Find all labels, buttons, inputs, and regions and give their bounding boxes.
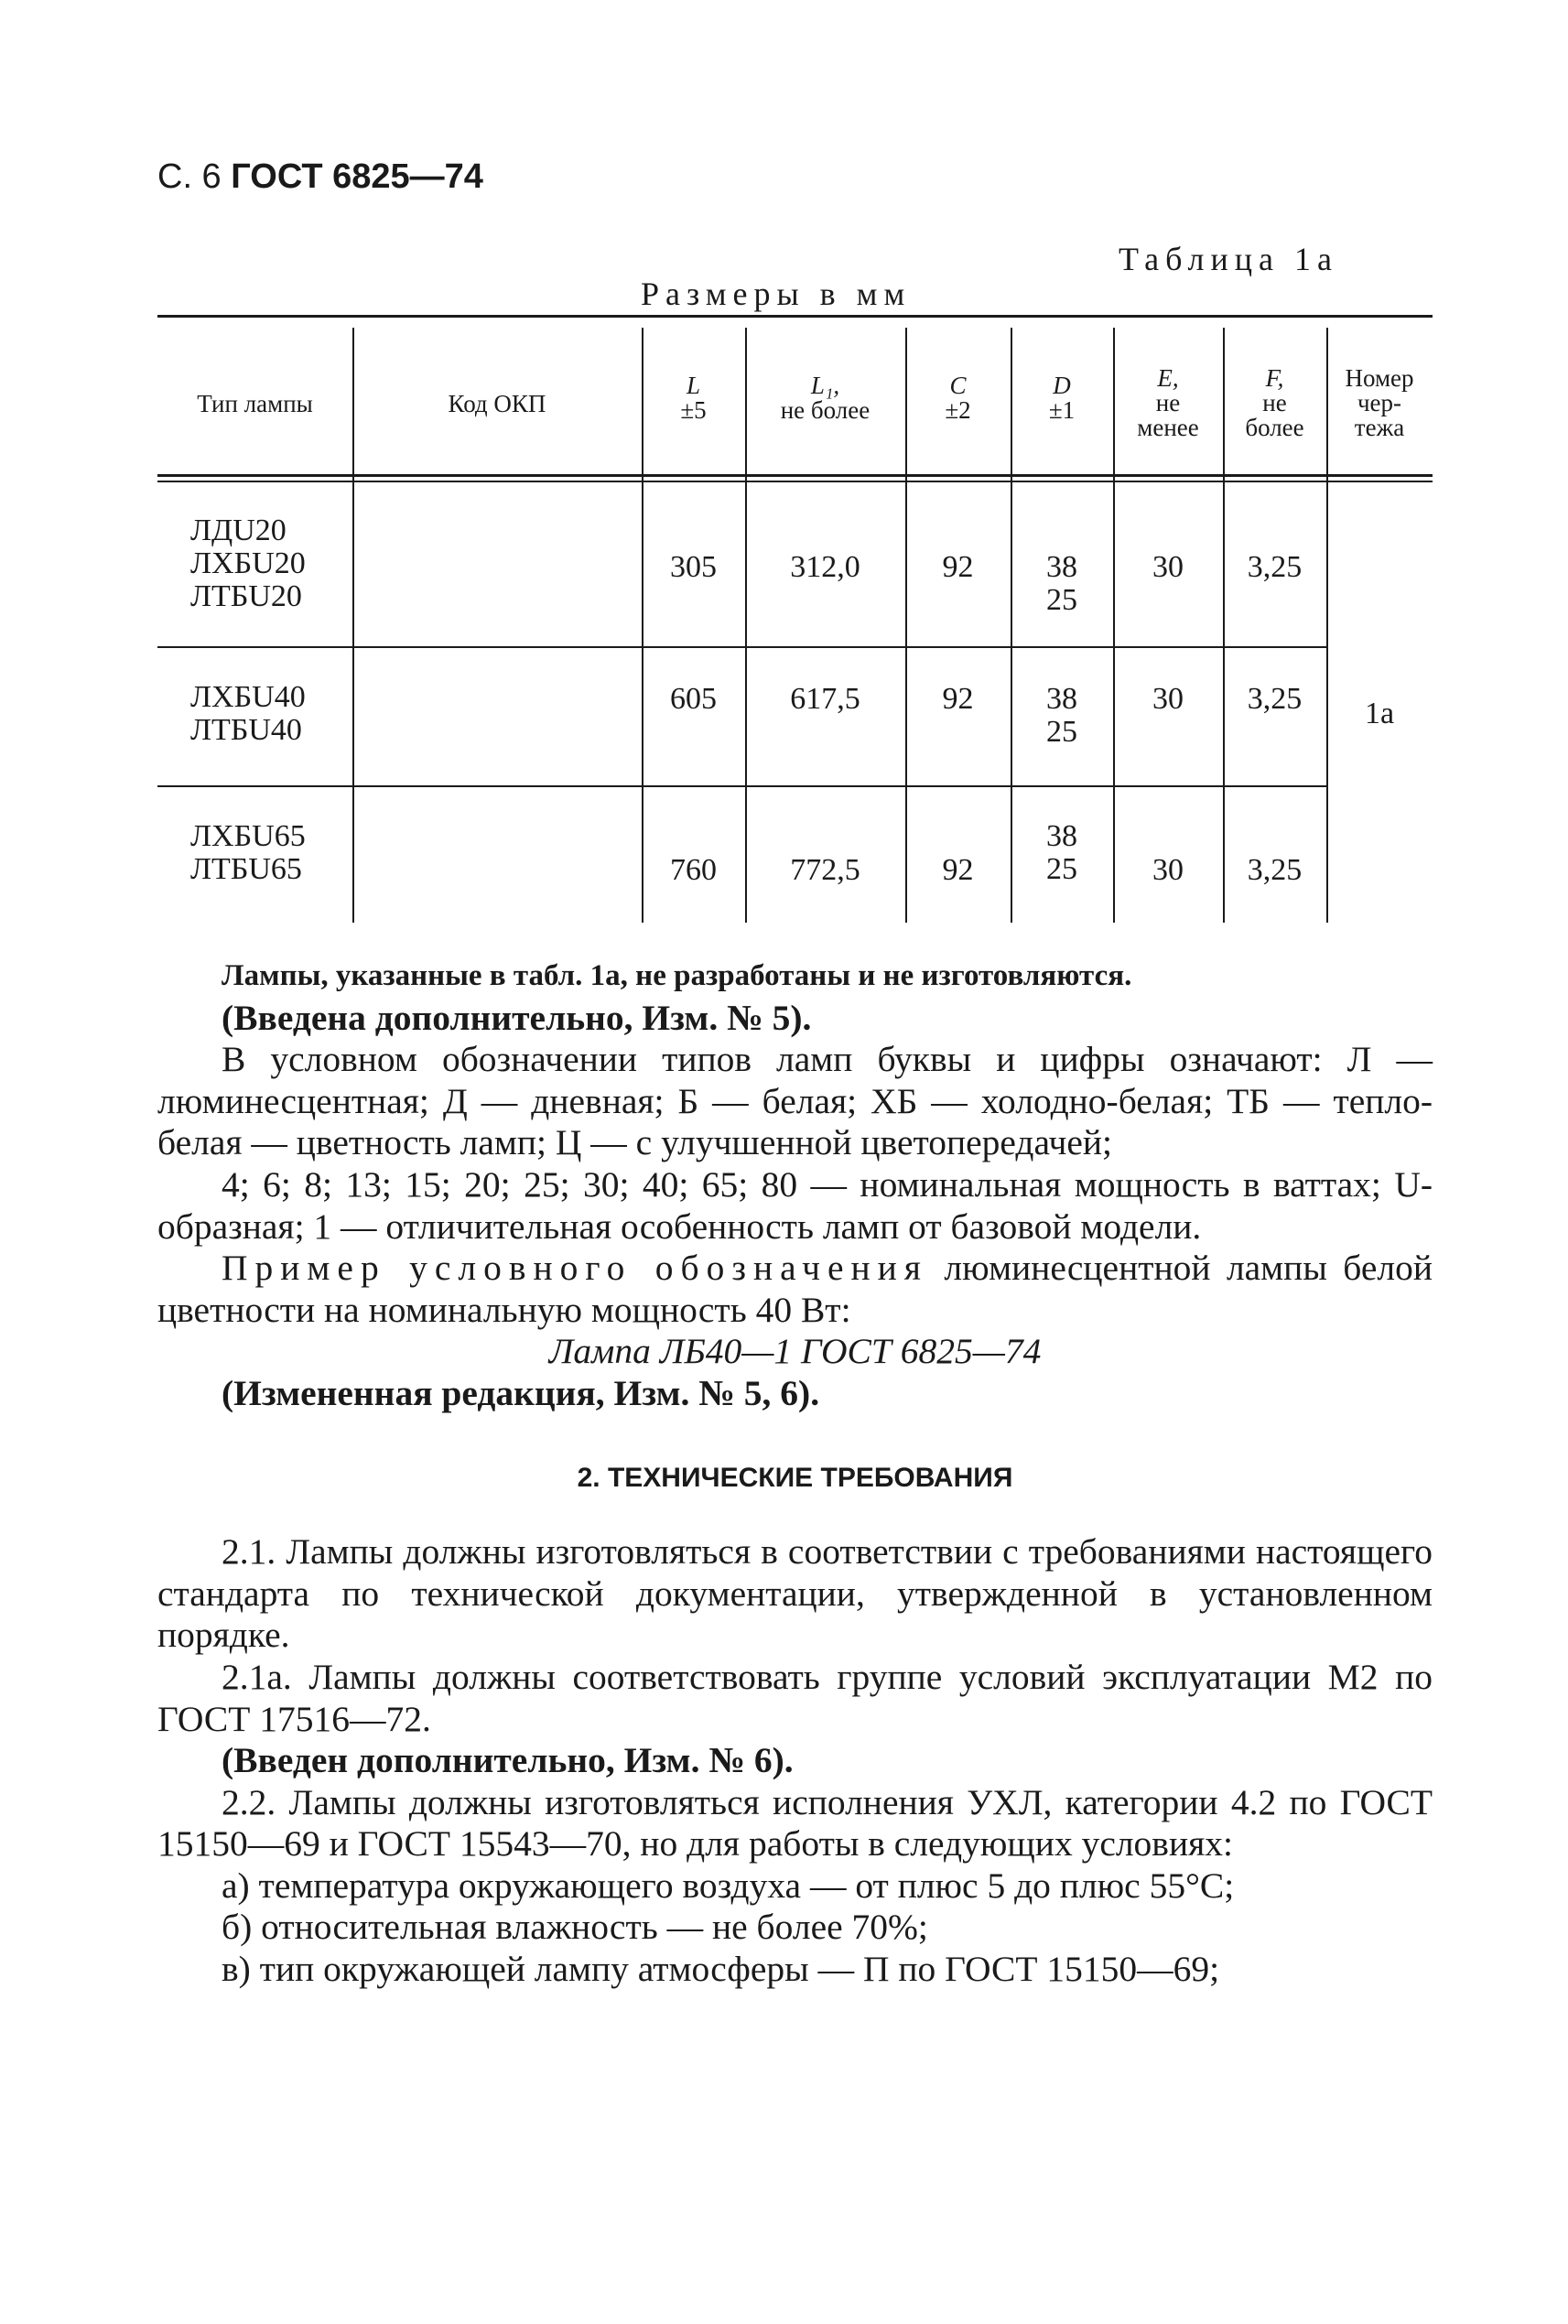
page-header xyxy=(157,157,483,197)
column-divider xyxy=(352,328,354,923)
table-cell-D-value: 25 xyxy=(1046,715,1077,749)
lamp-type: ЛТБU20 xyxy=(190,579,302,613)
header-D-symbol: D xyxy=(1053,372,1071,399)
standard-number: ГОСТ 6825—74 xyxy=(231,157,483,196)
table-row-3-types xyxy=(190,820,346,886)
page-number: С. 6 xyxy=(157,157,222,196)
header-L-symbol: L xyxy=(686,372,701,399)
clause-2-2: 2.2. Лампы должны изготовляться исполнения УХЛ, категории 4.2 по ГОСТ 15150—69 и ГОСТ 15543—70, но для работы в следующих условиях: xyxy=(157,1781,1433,1865)
table-top-rule xyxy=(157,315,1433,318)
clause-2-1a: 2.1а. Лампы должны соответствовать группе условий эксплуатации М2 по ГОСТ 17516—72. xyxy=(157,1656,1433,1739)
header-F-line2: более xyxy=(1245,414,1304,441)
list-item-b: б) относительная влажность — не более 70%; xyxy=(222,1907,928,1948)
table-units: Размеры в мм xyxy=(641,276,912,312)
header-F-symbol: F, xyxy=(1265,364,1284,392)
table-cell-C: 92 xyxy=(942,682,974,716)
lamp-type: ЛХБU20 xyxy=(190,546,306,580)
list-item-c: в) тип окружающей лампу атмосферы — П по ГОСТ 15150—69; xyxy=(222,1949,1220,1990)
header-E-symbol: E, xyxy=(1157,364,1179,392)
table-cell-E: 30 xyxy=(1152,853,1184,887)
table-cell-L: 605 xyxy=(670,682,717,716)
header-F xyxy=(1223,366,1326,440)
lamp-type: ЛХБU65 xyxy=(190,819,306,853)
amendment-note: (Измененная редакция, Изм. № 5, 6). xyxy=(222,1372,820,1413)
table-cell-C: 92 xyxy=(942,550,974,584)
header-L xyxy=(642,373,745,423)
body-text xyxy=(157,956,1433,1991)
header-okp-code: Код ОКП xyxy=(448,390,546,417)
row-divider xyxy=(157,646,1326,648)
header-L-tolerance: ±5 xyxy=(680,396,707,424)
amendment-note: (Введен дополнительно, Изм. № 6). xyxy=(222,1740,794,1781)
paragraph-designation: В условном обозначении типов ламп буквы и цифры означают: Л — люминесцентная; Д — дневная; Б — белая; ХБ — холодно-белая; ТБ — тепло-белая — цветность ламп; Ц — с улучшенной цветопередачей; xyxy=(157,1039,1433,1163)
table-caption: Таблица 1а xyxy=(1119,241,1338,277)
table-cell-L: 305 xyxy=(670,550,717,584)
header-F-line1: не xyxy=(1262,389,1287,416)
table-cell-D-value: 38 xyxy=(1046,682,1077,716)
table-cell-C: 92 xyxy=(942,853,974,887)
header-drawing-line3: тежа xyxy=(1354,414,1405,441)
example-designation: Лампа ЛБ40—1 ГОСТ 6825—74 xyxy=(548,1331,1042,1372)
header-lamp-type: Тип лампы xyxy=(197,390,313,417)
table-cell-L1: 617,5 xyxy=(790,682,860,716)
table-cell-F: 3,25 xyxy=(1247,853,1303,887)
lamp-type: ЛХБU40 xyxy=(190,680,306,714)
header-C-symbol: C xyxy=(949,372,967,399)
paragraph-example xyxy=(157,1248,1433,1331)
lamp-type: ЛДU20 xyxy=(190,513,287,547)
lamp-type: ЛТБU40 xyxy=(190,713,302,747)
header-E xyxy=(1113,366,1223,440)
header-L1 xyxy=(745,373,905,423)
header-C-tolerance: ±2 xyxy=(945,396,971,424)
table-cell-D-value: 38 xyxy=(1046,819,1077,853)
header-L1-symbol: L₁, xyxy=(810,372,840,399)
header-C xyxy=(905,373,1011,423)
table-cell-D-value: 25 xyxy=(1046,852,1077,886)
row-divider xyxy=(157,785,1326,787)
clause-2-1: 2.1. Лампы должны изготовляться в соответствии с требованиями настоящего стандарта по технической документации, утвержденной в установленном порядке. xyxy=(157,1531,1433,1656)
table-row-2-types xyxy=(190,681,346,747)
header-E-line2: менее xyxy=(1137,414,1199,441)
example-rest: люминесцентной лампы белой цветности на номинальную мощность 40 Вт: xyxy=(157,1248,1433,1330)
table-cell-D-value: 25 xyxy=(1046,583,1077,617)
table-row-1-types xyxy=(190,514,346,613)
table-cell-F: 3,25 xyxy=(1247,550,1303,584)
table-cell-E: 30 xyxy=(1152,682,1184,716)
lamp-type: ЛТБU65 xyxy=(190,852,302,886)
table-cell-D xyxy=(1011,820,1113,886)
header-L1-tolerance: не более xyxy=(780,396,871,424)
table-cell-drawing-number: 1а xyxy=(1364,697,1395,730)
header-drawing-line2: чер- xyxy=(1357,389,1402,416)
amendment-note: (Введена дополнительно, Изм. № 5). xyxy=(222,997,812,1038)
table-cell-L1: 312,0 xyxy=(790,550,860,584)
table-cell-E: 30 xyxy=(1152,550,1184,584)
header-D xyxy=(1011,373,1113,423)
example-lead: Пример условного обозначения xyxy=(222,1248,928,1289)
paragraph-power: 4; 6; 8; 13; 15; 20; 25; 30; 40; 65; 80 — номинальная мощность в ваттах; U-образная; 1 — отличительная особенность ламп от базовой модели. xyxy=(157,1163,1433,1247)
header-drawing-number xyxy=(1326,366,1433,440)
header-D-tolerance: ±1 xyxy=(1048,396,1076,424)
lamp-dimensions-table xyxy=(157,315,1433,924)
table-cell-D xyxy=(1011,683,1113,749)
table-cell-L: 760 xyxy=(670,853,717,887)
header-E-line1: не xyxy=(1155,389,1181,416)
header-drawing-line1: Номер xyxy=(1345,364,1414,392)
table-cell-L1: 772,5 xyxy=(790,853,860,887)
section-title: 2. ТЕХНИЧЕСКИЕ ТРЕБОВАНИЯ xyxy=(577,1462,1013,1493)
list-item-a: а) температура окружающего воздуха — от плюс 5 до плюс 55°С; xyxy=(222,1865,1235,1906)
table-cell-D xyxy=(1011,551,1113,617)
table-cell-F: 3,25 xyxy=(1247,682,1303,716)
table-note: Лампы, указанные в табл. 1а, не разработаны и не изготовляются. xyxy=(222,959,1132,992)
table-header-rule xyxy=(157,474,1433,482)
table-cell-D-value: 38 xyxy=(1046,550,1077,584)
